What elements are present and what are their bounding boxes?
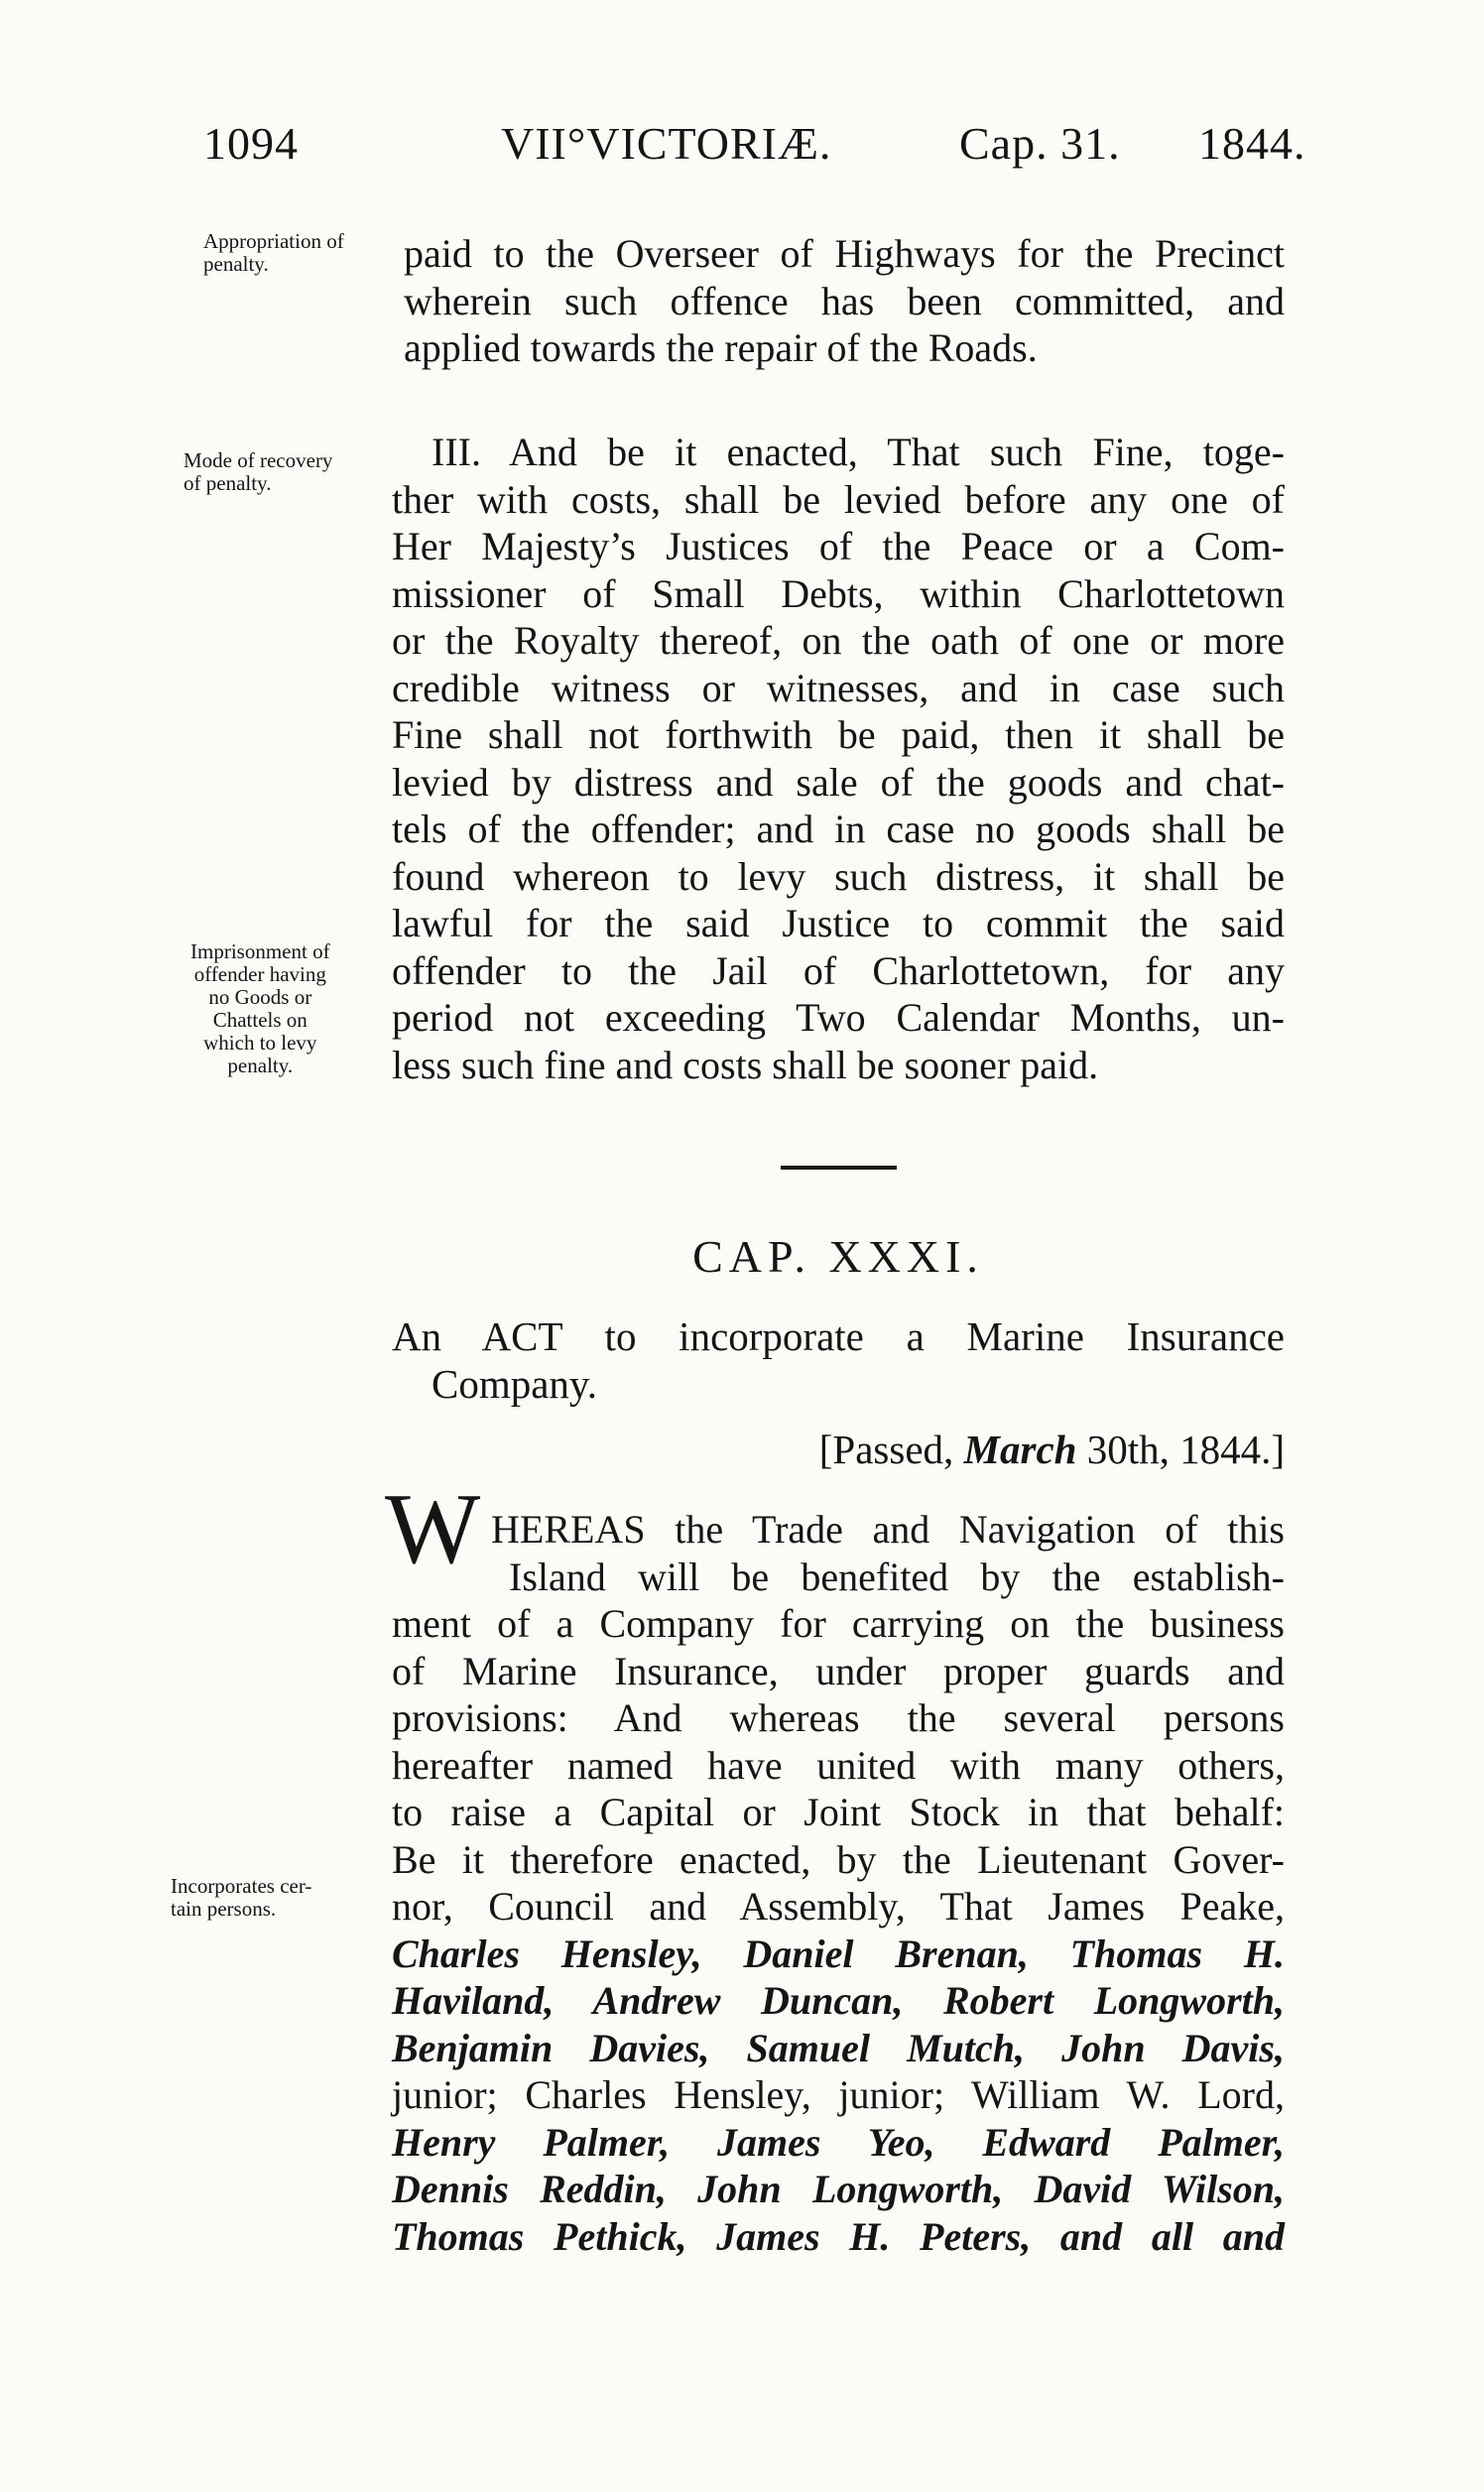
header-chapter: Cap. 31. <box>959 118 1121 169</box>
margin-note-mode-of-recovery <box>184 449 332 495</box>
text-line: missioner of Small Debts, within Charlottetown <box>392 570 1285 616</box>
margin-note-line: Chattels on <box>212 1008 308 1032</box>
margin-note-line: of penalty. <box>184 471 272 495</box>
act-title-line: Company. <box>432 1360 598 1407</box>
margin-note-appropriation <box>203 230 344 276</box>
header-year: 1844. <box>1198 118 1306 169</box>
text-line: or the Royalty thereof, on the oath of one or more <box>392 618 1285 663</box>
text-line: paid to the Overseer of Highways for the Precinct <box>404 231 1285 276</box>
margin-note-line: no Goods or <box>208 985 312 1009</box>
margin-note-imprisonment <box>190 940 330 1077</box>
margin-note-incorporates <box>171 1875 311 1921</box>
text-line: credible witness or witnesses, and in case such <box>392 665 1285 710</box>
text-line: nor, Council and Assembly, That James Peake, <box>392 1884 1285 1929</box>
act-body <box>392 1506 1285 2260</box>
drop-cap: W <box>385 1473 481 1585</box>
section-divider <box>781 1166 897 1170</box>
names-line: Henry Palmer, James Yeo, Edward Palmer, <box>392 2119 1285 2165</box>
names-line: Haviland, Andrew Duncan, Robert Longworth, <box>392 1978 1285 2023</box>
names-line: Benjamin Davies, Samuel Mutch, John Davis, <box>392 2025 1285 2070</box>
names-line: Thomas Pethick, James H. Peters, and all and <box>392 2213 1285 2259</box>
margin-note-line: penalty. <box>203 252 269 276</box>
page-number: 1094 <box>203 118 299 169</box>
section-continuation <box>392 230 1285 372</box>
text-line: provisions: And whereas the several persons <box>392 1695 1285 1740</box>
passed-month: March <box>963 1427 1077 1472</box>
margin-note-line: tain persons. <box>171 1897 277 1921</box>
margin-note-line: which to levy <box>203 1031 317 1055</box>
header-title: VII°VICTORIÆ. <box>501 118 832 169</box>
margin-note-line: offender having <box>193 962 326 986</box>
names-line: junior; Charles Hensley, junior; William W. Lord, <box>392 2072 1285 2117</box>
chapter-heading: CAP. XXXI. <box>692 1231 984 1282</box>
margin-note-line: Appropriation of <box>203 229 344 253</box>
passed-date <box>392 1427 1285 1474</box>
margin-note-line: Mode of recovery <box>184 448 333 472</box>
text-line: applied towards the repair of the Roads. <box>404 325 1038 370</box>
text-line: wherein such offence has been committed, and <box>404 278 1285 323</box>
text-line: ther with costs, shall be levied before any one of <box>392 476 1285 522</box>
act-title-line: An ACT to incorporate a Marine Insurance <box>392 1313 1285 1359</box>
names-line: Dennis Reddin, John Longworth, David Wilson, <box>392 2167 1285 2211</box>
text-line: less such fine and costs shall be sooner paid. <box>392 1042 1099 1087</box>
names-line: Charles Hensley, Daniel Brenan, Thomas H. <box>392 1931 1285 1976</box>
text-line: Fine shall not forthwith be paid, then it shall be <box>392 712 1285 757</box>
text-line: found whereon to levy such distress, it shall be <box>392 853 1285 899</box>
text-line: period not exceeding Two Calendar Months, un- <box>392 995 1285 1040</box>
text-line: offender to the Jail of Charlottetown, for any <box>392 947 1285 993</box>
text-line: of Marine Insurance, under proper guards and <box>392 1648 1285 1693</box>
text-line: tels of the offender; and in case no goods shall be <box>392 807 1285 851</box>
text-line: Island will be benefited by the establish- <box>509 1554 1285 1599</box>
act-title <box>392 1313 1285 1408</box>
text-line: Be it therefore enacted, by the Lieutenant Gover- <box>392 1836 1285 1882</box>
text-line: HEREAS the Trade and Navigation of this <box>491 1507 1285 1552</box>
text-line: hereafter named have united with many others, <box>392 1742 1285 1788</box>
margin-note-line: Incorporates cer- <box>171 1874 312 1898</box>
passed-suffix: 30th, 1844.] <box>1076 1427 1285 1472</box>
text-line: to raise a Capital or Joint Stock in that behalf: <box>392 1790 1285 1834</box>
margin-note-line: Imprisonment of <box>190 939 330 963</box>
passed-prefix: [Passed, <box>818 1427 964 1472</box>
text-line: III. And be it enacted, That such Fine, toge- <box>432 430 1285 474</box>
section-three <box>392 429 1285 1088</box>
text-line: lawful for the said Justice to commit the said <box>392 901 1285 945</box>
text-line: Her Majesty’s Justices of the Peace or a Com- <box>392 524 1285 568</box>
margin-note-line: penalty. <box>227 1054 294 1077</box>
running-header <box>203 117 1304 187</box>
text-line: ment of a Company for carrying on the business <box>392 1601 1285 1646</box>
text-line: levied by distress and sale of the goods and chat- <box>392 759 1285 805</box>
